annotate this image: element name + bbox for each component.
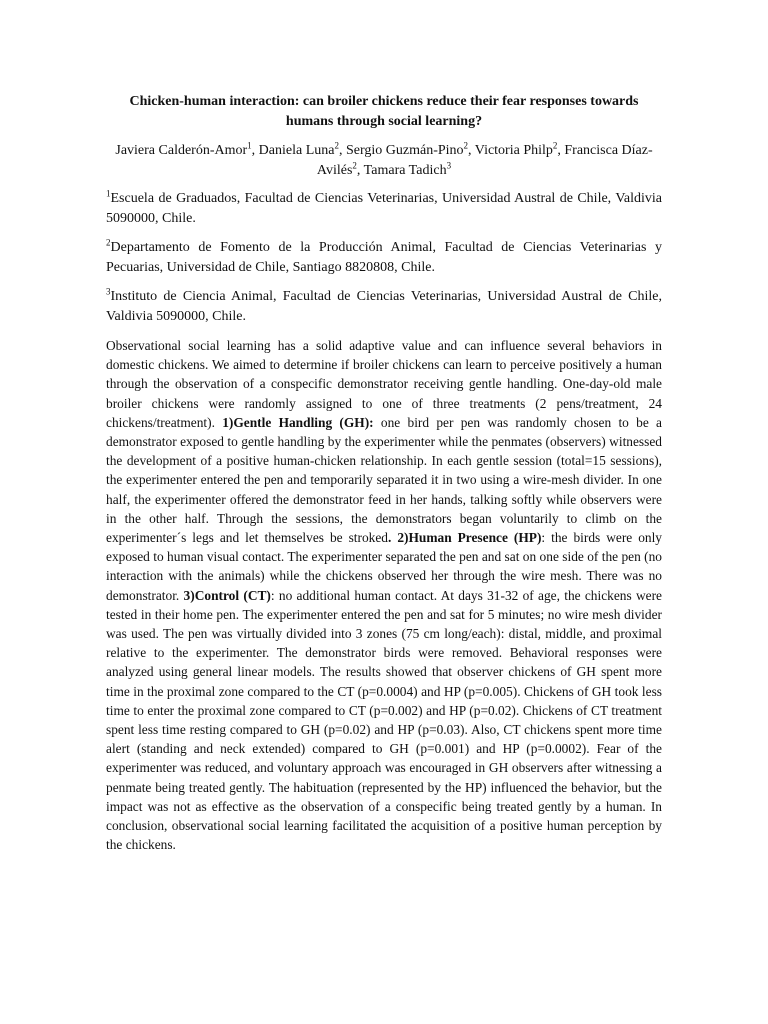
affiliation-marker: 2 bbox=[352, 160, 357, 171]
affiliation-number: 1 bbox=[106, 188, 111, 199]
treatment-heading-ct: 3)Control (CT) bbox=[183, 587, 271, 603]
affiliation-marker: 2 bbox=[463, 140, 469, 151]
treatment-heading-gh: 1)Gentle Handling (GH): bbox=[222, 414, 374, 430]
affiliation-1 bbox=[106, 189, 662, 229]
author-name: Francisca Díaz-Avilés bbox=[316, 143, 653, 178]
affiliation-text: Escuela de Graduados, Facultad de Ciencias Veterinarias, Universidad Austral de Chile, Valdivia 5090000, Chile. bbox=[106, 191, 662, 226]
abstract-body bbox=[106, 336, 662, 854]
author-name: Victoria Philp bbox=[474, 143, 553, 158]
abstract-text: Observational social learning has a solid adaptive value and can influence several behaviors in domestic chickens. We aimed to determine if broiler chickens can learn to perceive positively a human through the observation of a conspecific demonstrator receiving gentle handling. One-day-old male broiler chickens were randomly assigned to one of three treatments (2 pens/treatment, 24 chickens/treatment). bbox=[106, 338, 662, 430]
affiliation-text: Departamento de Fomento de la Producción Animal, Facultad de Ciencias Veterinarias y Pecuarias, Universidad de Chile, Santiago 8820808, Chile. bbox=[106, 240, 662, 275]
abstract-text: : the birds were only exposed to human visual contact. The experimenter separated the pen and sat on one side of the pen (no interaction with the animals) while the chickens observed her through the wire mesh. There was no demonstrator. bbox=[106, 530, 662, 603]
abstract-text: : no additional human contact. At days 31-32 of age, the chickens were tested in their home pen. The experimenter entered the pen and sat for 5 minutes; no wire mesh divider was used. The pen was virtually divided into 3 zones (75 cm long/each): distal, middle, and proximal relative to the experimenter. The demonstrator birds were removed. Behavioral responses were analyzed using general linear models. The results showed that observer chickens of GH spent more time in the proximal zone compared to the CT (p=0.0004) and HP (p=0.005). Chickens of GH took less time to enter the proximal zone compared to CT (p=0.002) and HP (p=0.02). Chickens of CT treatment spent less time resting compared to GH (p=0.02) and HP (p=0.03). Also, CT chickens spent more time alert (standing and neck extended) compared to GH (p=0.001) and HP (p=0.0002). Fear of the experimenter was reduced, and voluntary approach was encouraged in GH observers after witnessing a penmate being treated gently. The habituation (represented by the HP) influenced the behavior, but the impact was not as effective as the observation of a conspecific being treated gently by a human. In conclusion, observational social learning facilitated the acquisition of a positive human perception by the chickens. bbox=[106, 587, 662, 853]
affiliation-number: 2 bbox=[106, 237, 111, 248]
affiliation-marker: 3 bbox=[446, 160, 452, 171]
affiliation-marker: 2 bbox=[334, 140, 339, 151]
abstract-text: one bird per pen was randomly chosen to be a demonstrator exposed to gentle handling by the experimenter while the penmates (observers) witnessed the development of a positive human-chicken relationship. In each gentle session (total=15 sessions), the experimenter entered the pen and temporarily separated it in two using a wire-mesh divider. In one half, the experimenter offered the demonstrator feed in her hands, talking softly while observers were in the other half. Through the sessions, the demonstrators began voluntarily to climb on the experimenter´s legs and let themselves be stroked bbox=[106, 414, 662, 546]
affiliation-marker: 1 bbox=[247, 140, 252, 151]
author-name: Javiera Calderón-Amor bbox=[115, 143, 248, 158]
affiliation-3 bbox=[106, 287, 662, 327]
affiliation-2 bbox=[106, 238, 662, 278]
paper-title: Chicken-human interaction: can broiler chickens reduce their fear responses towards humans through social learning? bbox=[129, 94, 639, 129]
author-list: Javiera Calderón-Amor$^1$, Daniela Luna$^2$, Sergio Guzmán-Pino$^2$, Victoria Philp$^2$, Francisca Díaz-Avilés$^2$, Tamara Tadich$^3$ bbox=[115, 140, 653, 178]
author-name: Daniela Luna bbox=[258, 143, 335, 158]
affiliation-number: 3 bbox=[106, 286, 111, 297]
author-name: Sergio Guzmán-Pino bbox=[345, 143, 464, 158]
treatment-heading-hp: . 2)Human Presence (HP) bbox=[388, 530, 542, 546]
affiliation-text: Instituto de Ciencia Animal, Facultad de Ciencias Veterinarias, Universidad Austral de Chile, Valdivia 5090000, Chile. bbox=[106, 289, 662, 324]
author-name: Tamara Tadich bbox=[363, 163, 447, 178]
affiliation-marker: 2 bbox=[552, 140, 558, 151]
